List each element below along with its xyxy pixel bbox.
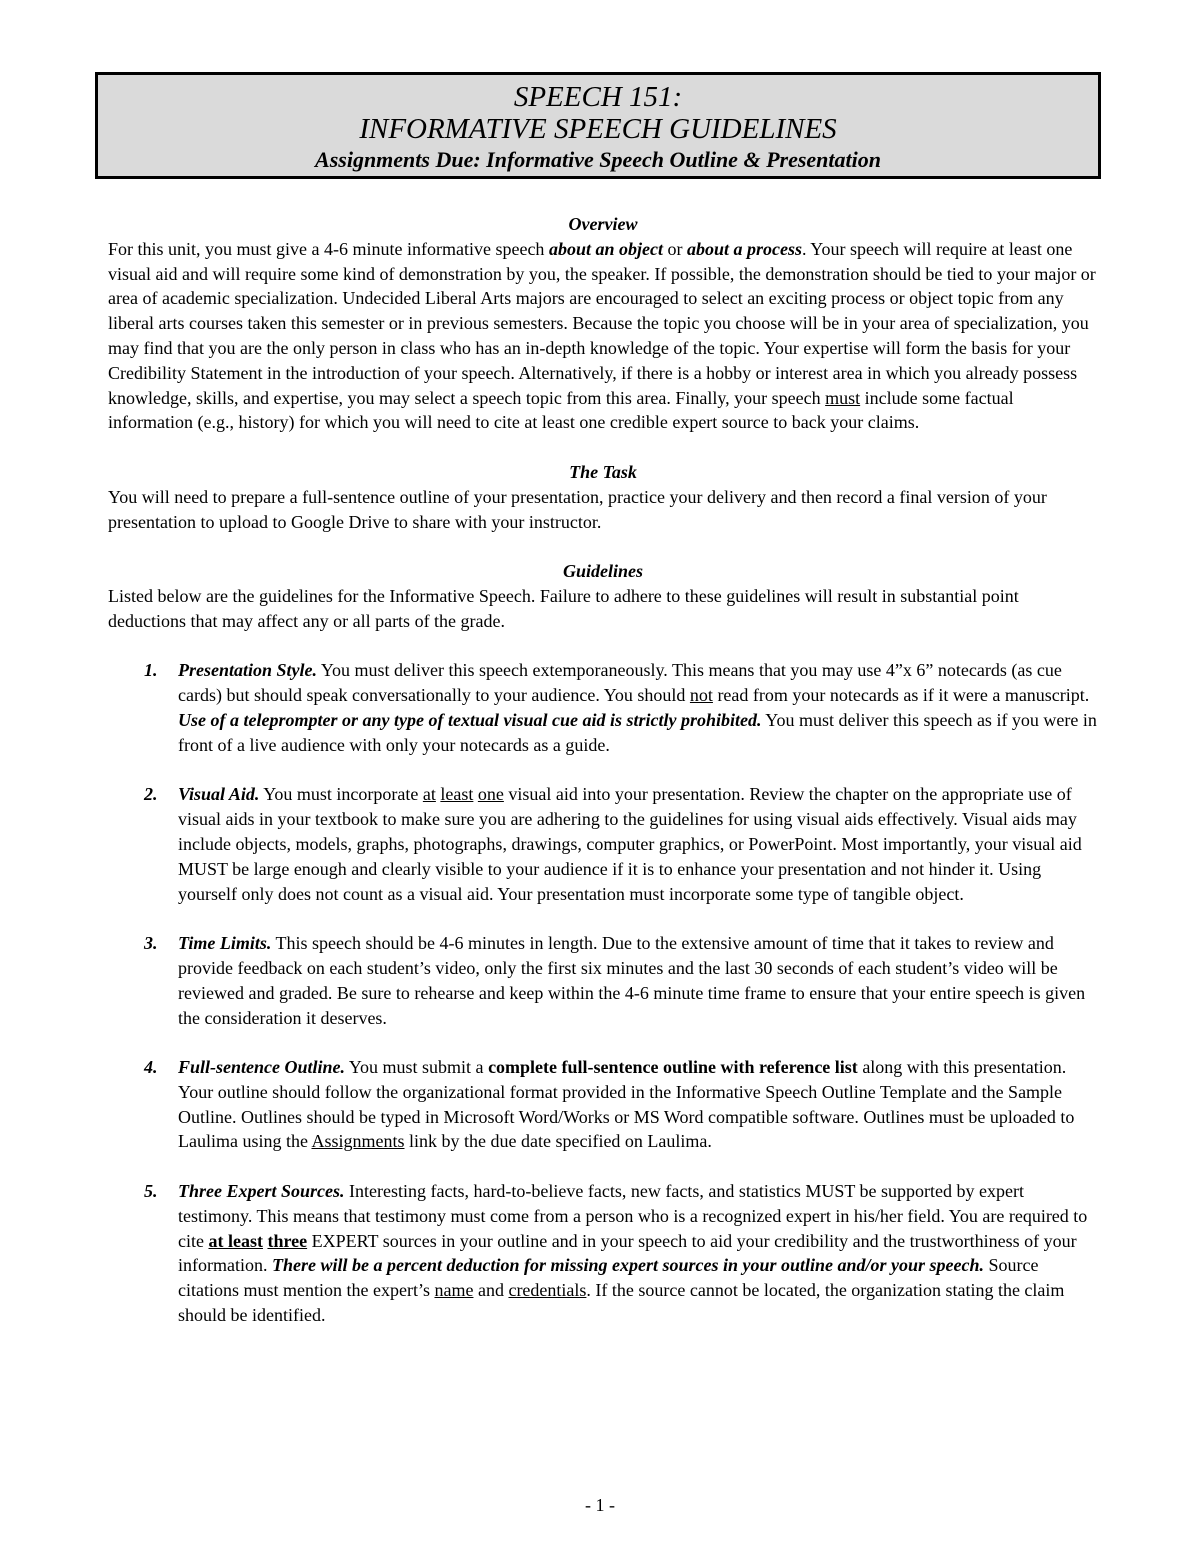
list-number: 3. — [144, 933, 158, 954]
list-number: 4. — [144, 1057, 158, 1078]
guideline-item-full-sentence-outline: 4. Full-sentence Outline. You must submit a complete full-sentence outline with reference list along with this presentation. Your outline should follow the organizational format provided in the Informative Speech Outline Template and the Sample Outline. Outlines should be typed in Microsoft Word/Works or MS Word compatible software. Outlines must be uploaded to Laulima using the Assignments link by the due date specified on Laulima. — [144, 1057, 1075, 1152]
document-title: INFORMATIVE SPEECH GUIDELINES — [359, 113, 837, 145]
guidelines-list — [108, 658, 1098, 1328]
title-box — [95, 72, 1101, 179]
guidelines-heading: Guidelines — [562, 561, 643, 582]
guidelines-intro: Listed below are the guidelines for the Informative Speech. Failure to adhere to these guidelines will result in substantial point deductions that may affect any or all parts of the grade. — [108, 585, 1019, 631]
document-body — [108, 212, 1098, 1328]
task-paragraph: You will need to prepare a full-sentence outline of your presentation, practice your delivery and then record a final version of your presentation to upload to Google Drive to share with your instructor. — [108, 486, 1047, 532]
guideline-item-expert-sources: 5. Three Expert Sources. Interesting facts, hard-to-believe facts, new facts, and statistics MUST be supported by expert testimony. This means that testimony must come from a person who is a recognized expert in his/her field. You are required to cite at least three EXPERT sources in your outline and in your speech to aid your credibility and the trustworthiness of your information. There will be a percent deduction for missing expert sources in your outline and/or your speech. Source citations must mention the expert’s name and credentials. If the source cannot be located, the organization stating the claim should be identified. — [144, 1181, 1088, 1326]
guideline-item-time-limits: 3. Time Limits. This speech should be 4-6 minutes in length. Due to the extensive amount of time that it takes to review and provide feedback on each student’s video, only the first six minutes and the last 30 seconds of each student’s video will be reviewed and graded. Be sure to rehearse and keep within the 4-6 minute time frame to ensure that your entire speech is given the consideration it deserves. — [144, 933, 1086, 1028]
list-number: 2. — [144, 784, 158, 805]
assignments-due: Assignments Due: Informative Speech Outline & Presentation — [315, 147, 881, 172]
overview-heading: Overview — [568, 214, 638, 234]
overview-paragraph: For this unit, you must give a 4-6 minute informative speech about an object or about a process. Your speech will require at least one visual aid and will require some kind of demonstration by you, the speaker. If possible, the demonstration should be tied to your major or area of academic specialization. Undecided Liberal Arts majors are encouraged to select an exciting process or object topic from any liberal arts courses taken this semester or in previous semesters. Because the topic you choose will be in your area of specialization, you may find that you are the only person in class who has an in-depth knowledge of the topic. Your expertise will form the basis for your Credibility Statement in the introduction of your speech. Alternatively, if there is a hobby or interest area in which you already possess knowledge, skills, and expertise, you may select a speech topic from this area. Finally, your speech must include some factual information (e.g., history) for which you will need to cite at least one credible expert source to back your claims. — [108, 238, 1096, 433]
course-title: SPEECH 151: — [513, 81, 683, 113]
page-number: - 1 - — [585, 1495, 615, 1515]
list-number: 1. — [144, 660, 158, 681]
task-heading: The Task — [569, 461, 637, 482]
list-number: 5. — [144, 1181, 158, 1202]
guideline-item-presentation-style: 1. Presentation Style. You must deliver this speech extemporaneously. This means that you may use 4”x 6” notecards (as cue cards) but should speak conversationally to your audience. You should not read from your notecards as if it were a manuscript. Use of a teleprompter or any type of textual visual cue aid is strictly prohibited. You must deliver this speech as if you were in front of a live audience with only your notecards as a guide. — [144, 660, 1097, 755]
guideline-item-visual-aid: 2. Visual Aid. You must incorporate at least one visual aid into your presentation. Review the chapter on the appropriate use of visual aids in your textbook to make sure you are adhering to the guidelines for using visual aids effectively. Visual aids may include objects, models, graphs, photographs, drawings, computer graphics, or PowerPoint. Most importantly, your visual aid MUST be large enough and clearly visible to your audience if it is to enhance your presentation and not hinder it. Using yourself only does not count as a visual aid. Your presentation must incorporate some type of tangible object. — [144, 784, 1082, 904]
